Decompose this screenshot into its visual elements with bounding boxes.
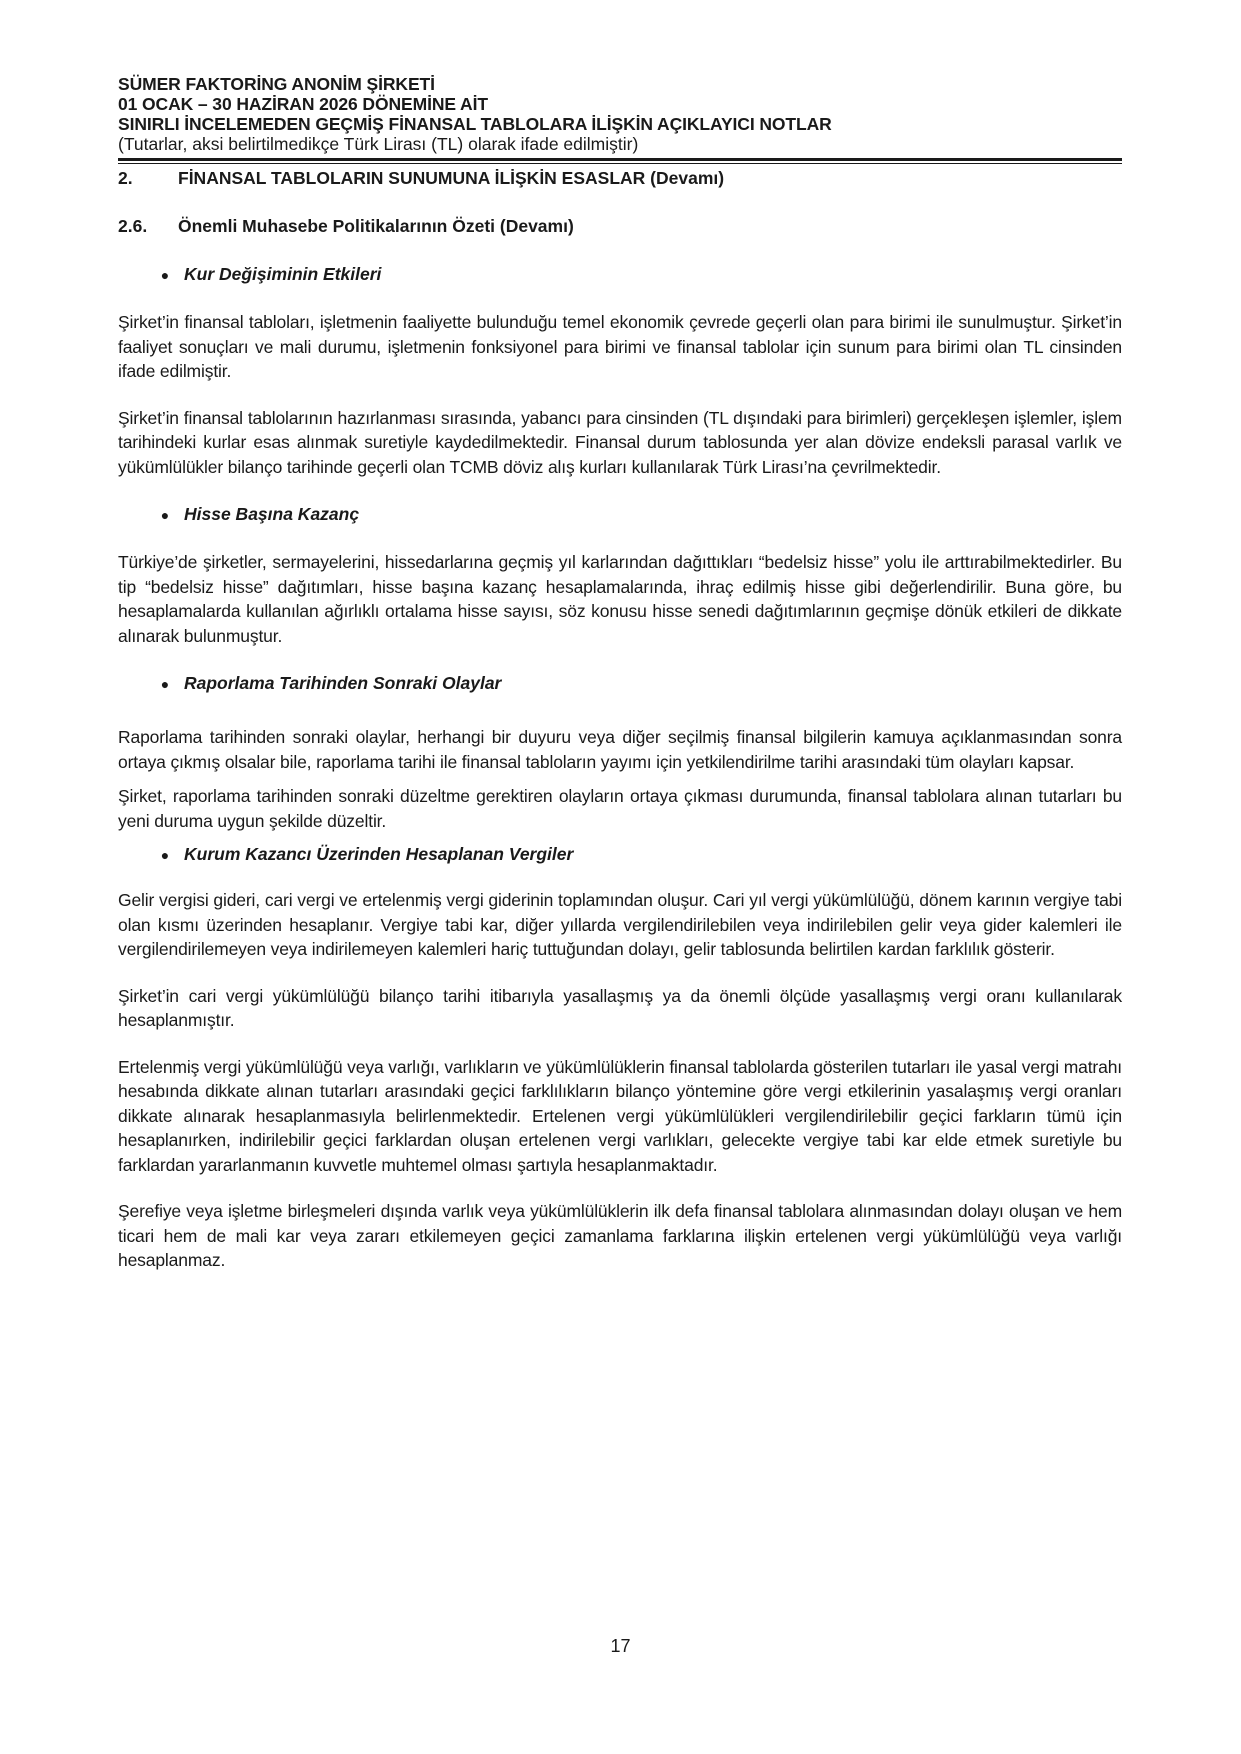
paragraph: Ertelenmiş vergi yükümlülüğü veya varlığı, varlıkların ve yükümlülüklerin finansal tablolarda gösterilen tutarları ile yasal vergi matrahı hesabında dikkate alınan tutarları arasındaki geçici farklılıkların bilanço yöntemine göre vergi etkilerinin yasalaşmış vergi oranları dikkate alınarak hesaplanmasıyla belirlenmektedir. Ertelenen vergi yükümlülükleri vergilendirilebilir geçici farkların tümü için hesaplanırken, indirilebilir geçici farklardan oluşan ertelenen vergi varlıkları, gelecekte vergiye tabi kar elde etmek suretiyle bu farklardan yararlanmanın kuvvetle muhtemel olması şartıyla hesaplanmaktadır. [118, 1056, 1122, 1175]
page-number: 17 [610, 1636, 631, 1656]
header-rule-thick [118, 158, 1122, 161]
paragraph: Şirket, raporlama tarihinden sonraki düzeltme gerektiren olayların ortaya çıkması durumunda, finansal tablolara alınan tutarları bu yeni duruma uygun şekilde düzeltir. [118, 786, 1122, 831]
paragraph: Şirket’in finansal tabloları, işletmenin faaliyette bulunduğu temel ekonomik çevrede geçerli olan para birimi ile sunulmuştur. Şirket’in faaliyet sonuçları ve mali durumu, işletmenin fonksiyonel para birimi ve finansal tablolar için sunum para birimi olan TL cinsinden ifade edilmiştir. [118, 312, 1122, 381]
topic-title: Kur Değişiminin Etkileri [184, 264, 382, 284]
subsection-number: 2.6. [118, 216, 148, 236]
topic-title: Kurum Kazancı Üzerinden Hesaplanan Vergiler [184, 844, 574, 864]
bullet-icon: ● [160, 267, 170, 283]
section-title: FİNANSAL TABLOLARIN SUNUMUNA İLİŞKİN ESASLAR (Devamı) [178, 168, 725, 188]
paragraph: Raporlama tarihinden sonraki olaylar, herhangi bir duyuru veya diğer seçilmiş finansal bilgilerin kamuya açıklanmasından sonra ortaya çıkmış olsalar bile, raporlama tarihi ile finansal tabloların yayımı için yetkilendirilme tarihi arasındaki tüm olayları kapsar. [118, 727, 1122, 772]
subsection-heading [118, 215, 1122, 237]
bullet-icon: ● [160, 676, 170, 692]
company-name: SÜMER FAKTORİNG ANONİM ŞİRKETİ [118, 74, 435, 94]
bullet-icon: ● [160, 507, 170, 523]
topic-heading [118, 503, 1122, 526]
section-number: 2. [118, 168, 133, 188]
paragraph: Türkiye’de şirketler, sermayelerini, hissedarlarına geçmiş yıl karlarından dağıttıkları “bedelsiz hisse” yolu ile arttırabilmektedirler. Bu tip “bedelsiz hisse” dağıtımları, hisse başına kazanç hesaplamalarında, ihraç edilmiş hisse gibi değerlendirilir. Buna göre, bu hesaplamalarda kullanılan ağırlıklı ortalama hisse sayısı, söz konusu hisse senedi dağıtımlarının geçmişe dönük etkileri de dikkate alınarak bulunmuştur. [118, 552, 1122, 646]
report-period: 01 OCAK – 30 HAZİRAN 2026 DÖNEMİNE AİT [118, 94, 488, 114]
topic-heading [118, 843, 1122, 866]
document-page [118, 74, 1122, 1273]
paragraph: Şirket’in finansal tablolarının hazırlanması sırasında, yabancı para cinsinden (TL dışındaki para birimleri) gerçekleşen işlemler, işlem tarihindeki kurlar esas alınmak suretiyle kaydedilmektedir. Finansal durum tablosunda yer alan dövize endeksli parasal varlık ve yükümlülükler bilanço tarihinde geçerli olan TCMB döviz alış kurları kullanılarak Türk Lirası’na çevrilmektedir. [118, 407, 1122, 477]
topic-heading [118, 672, 1122, 695]
section-heading [118, 167, 1122, 189]
report-title: SINIRLI İNCELEMEDEN GEÇMİŞ FİNANSAL TABLOLARA İLİŞKİN AÇIKLAYICI NOTLAR [118, 114, 832, 134]
paragraph: Şirket’in cari vergi yükümlülüğü bilanço tarihi itibarıyla yasallaşmış ya da önemli ölçüde yasallaşmış vergi oranı kullanılarak hesaplanmıştır. [118, 985, 1122, 1030]
topic-heading [118, 263, 1122, 286]
header-rule-thin [118, 163, 1122, 164]
topic-title: Raporlama Tarihinden Sonraki Olaylar [184, 673, 502, 693]
paragraph: Gelir vergisi gideri, cari vergi ve ertelenmiş vergi giderinin toplamından oluşur. Cari yıl vergi yükümlülüğü, dönem karının vergiye tabi olan kısmı üzerinden hesaplanır. Vergiye tabi kar, diğer yıllarda vergilendirilebilen veya indirilebilen gelir veya gider kalemleri ile vergilendirilemeyen veya indirilemeyen kalemleri hariç tuttuğundan dolayı, gelir tablosunda belirtilen kardan farklılık gösterir. [118, 890, 1122, 959]
subsection-title: Önemli Muhasebe Politikalarının Özeti (Devamı) [178, 216, 574, 236]
topic-title: Hisse Başına Kazanç [184, 504, 360, 524]
paragraph: Şerefiye veya işletme birleşmeleri dışında varlık veya yükümlülüklerin ilk defa finansal tablolara alınmasından dolayı oluşan ve hem ticari hem de mali kar veya zararı etkilemeyen geçici zamanlama farklarına ilişkin ertelenen vergi yükümlülüğü veya varlığı hesaplanmaz. [118, 1201, 1122, 1270]
currency-note: (Tutarlar, aksi belirtilmedikçe Türk Lirası (TL) olarak ifade edilmiştir) [118, 134, 639, 154]
bullet-icon: ● [160, 847, 170, 863]
